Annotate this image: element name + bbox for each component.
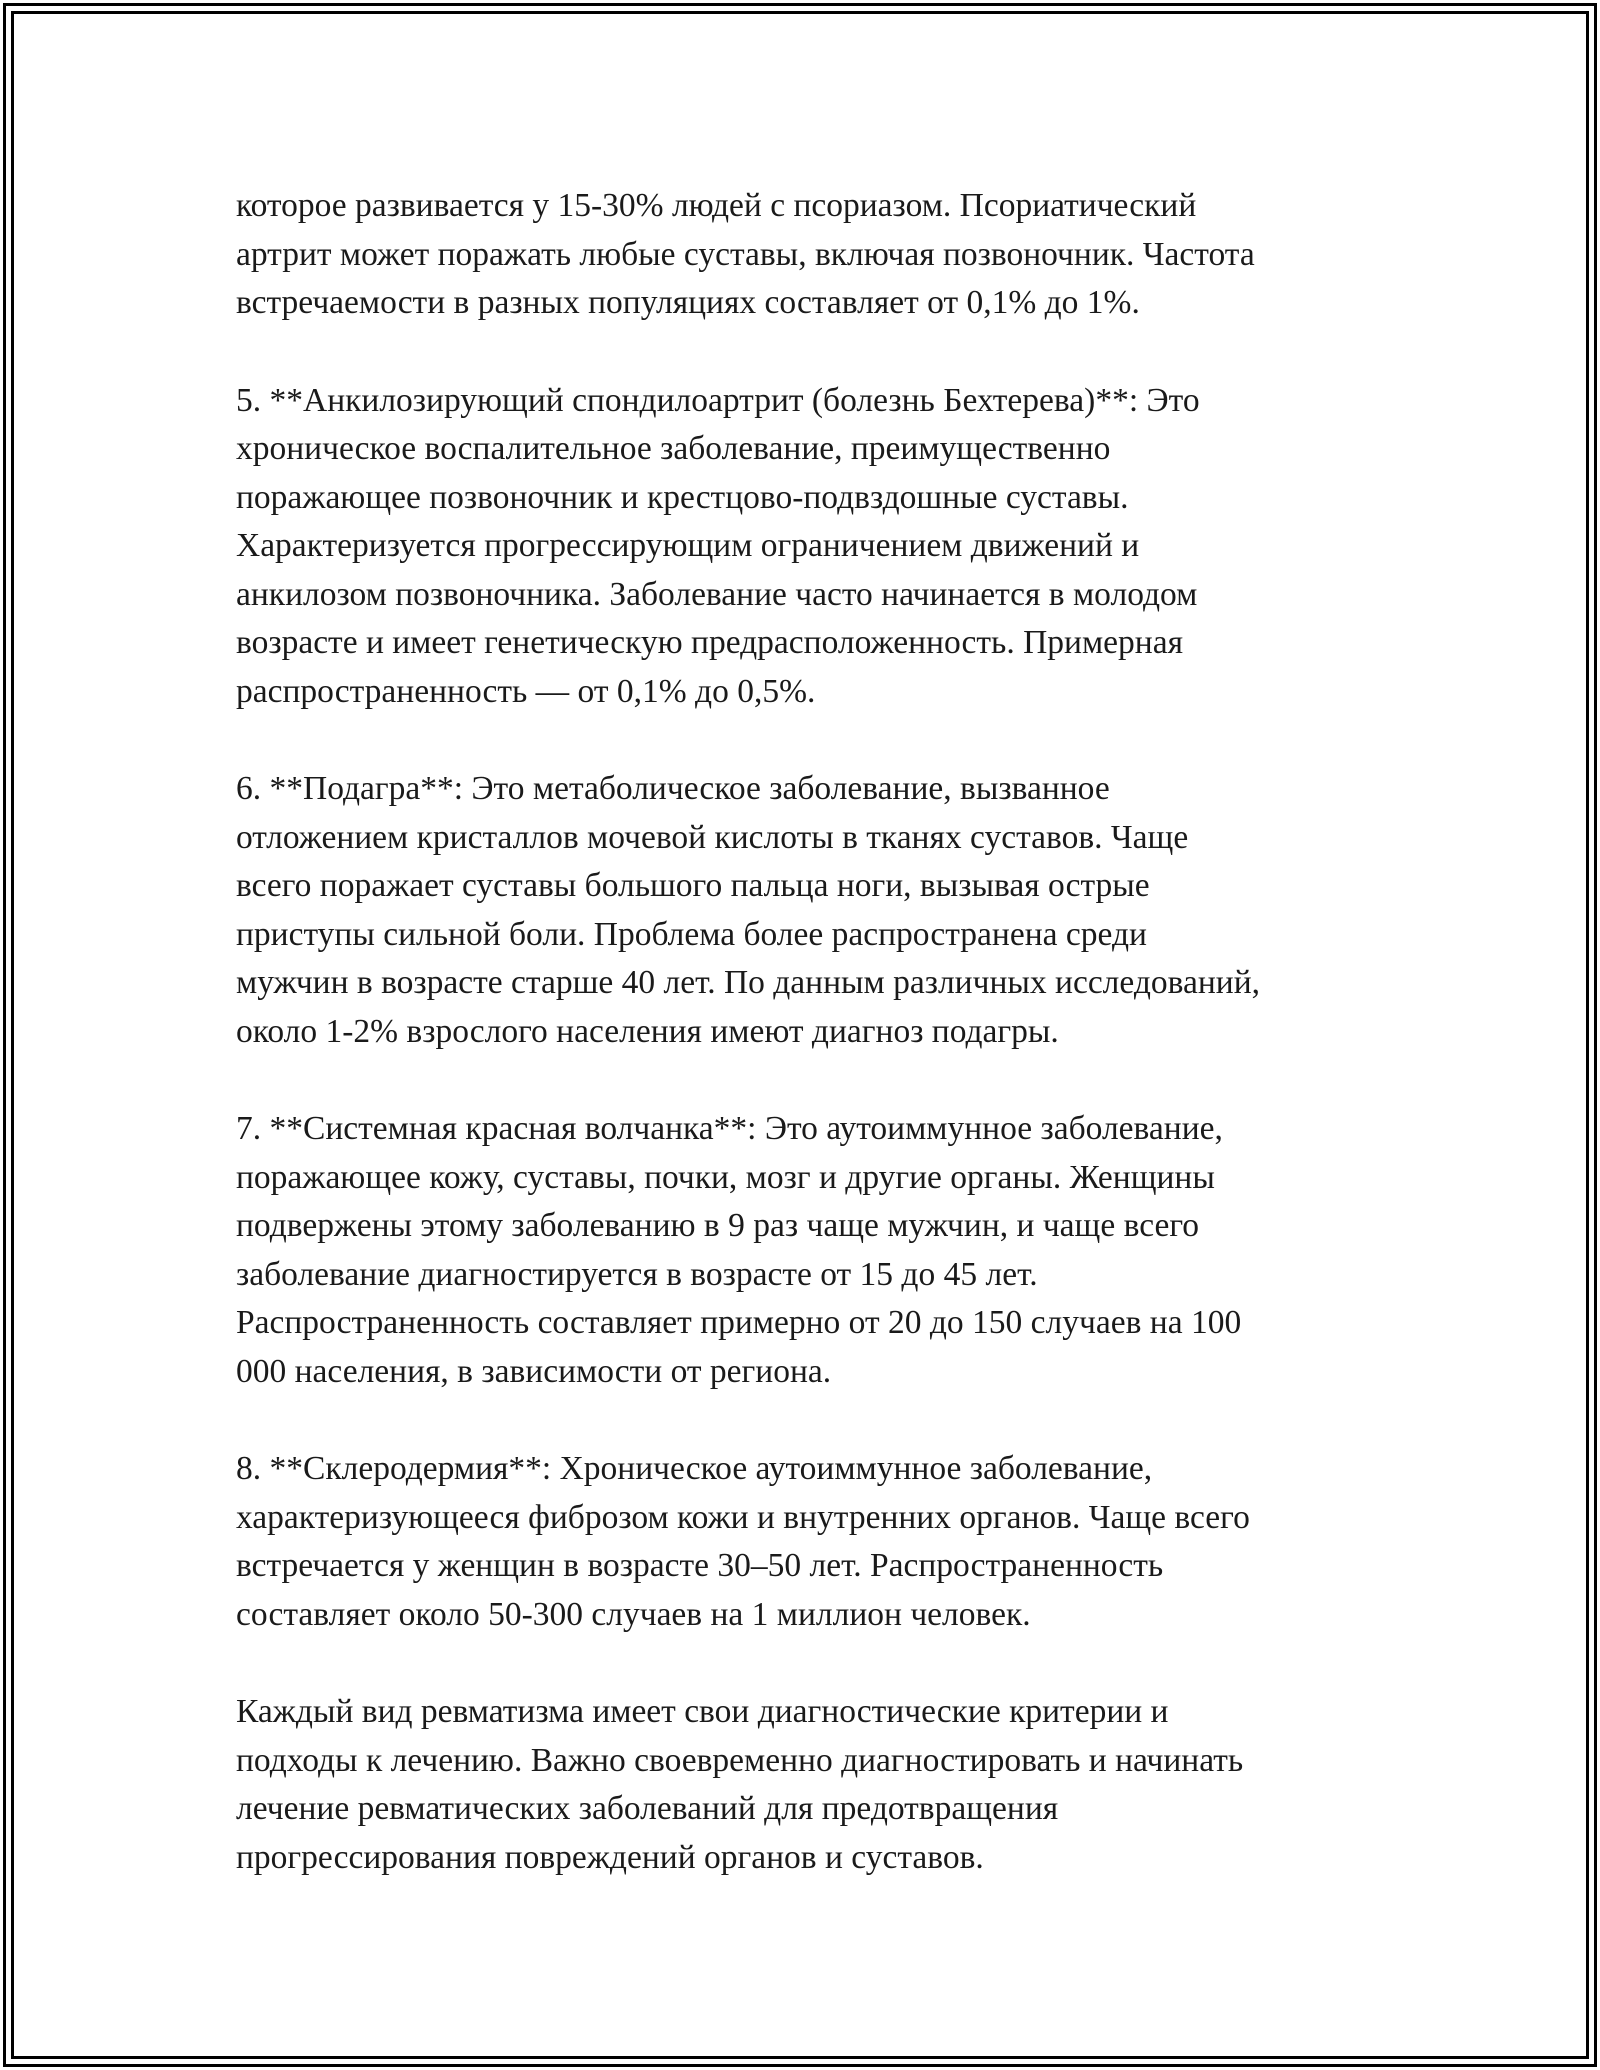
text-line: поражающее позвоночник и крестцово-подвздошные суставы. — [236, 478, 1129, 516]
text-line: поражающее кожу, суставы, почки, мозг и другие органы. Женщины — [236, 1158, 1215, 1196]
text-line: 000 населения, в зависимости от региона. — [236, 1352, 832, 1390]
text-line: подходы к лечению. Важно своевременно диагностировать и начинать — [236, 1741, 1244, 1779]
text-line: Характеризуется прогрессирующим ограничением движений и — [236, 527, 1140, 564]
text-line: распространенность — от 0,1% до 0,5%. — [236, 672, 816, 710]
text-line: 8. **Склеродермия**: Хроническое аутоиммунное заболевание, — [236, 1450, 1153, 1487]
text-line: всего поражает суставы большого пальца ноги, вызывая острые — [236, 867, 1150, 904]
paragraph-psoriatic-arthritis — [236, 182, 1376, 328]
text-line: встречаемости в разных популяциях составляет от 0,1% до 1%. — [236, 284, 1140, 321]
text-line: подвержены этому заболеванию в 9 раз чаще мужчин, и чаще всего — [236, 1207, 1199, 1244]
paragraph-ankylosing-spondylitis — [236, 377, 1376, 717]
text-line: характеризующееся фиброзом кожи и внутренних органов. Чаще всего — [236, 1498, 1250, 1536]
paragraph-conclusion — [236, 1688, 1376, 1882]
paragraph-gout — [236, 765, 1376, 1056]
text-line: Распространенность составляет примерно от 20 до 150 случаев на 100 — [236, 1304, 1242, 1341]
text-line: Каждый вид ревматизма имеет свои диагностические критерии и — [236, 1693, 1169, 1730]
text-line: анкилозом позвоночника. Заболевание часто начинается в молодом — [236, 575, 1198, 613]
text-line: 6. **Подагра**: Это метаболическое заболевание, вызванное — [236, 770, 1110, 807]
text-line: которое развивается у 15-30% людей с псориазом. Псориатический — [236, 187, 1197, 224]
text-line: составляет около 50-300 случаев на 1 миллион человек. — [236, 1595, 1031, 1633]
text-line: хроническое воспалительное заболевание, преимущественно — [236, 430, 1111, 467]
text-line: около 1-2% взрослого населения имеют диагноз подагры. — [236, 1012, 1059, 1050]
text-line: мужчин в возрасте старше 40 лет. По данным различных исследований, — [236, 964, 1261, 1001]
text-line: прогрессирования повреждений органов и суставов. — [236, 1838, 984, 1876]
text-line: лечение ревматических заболеваний для предотвращения — [236, 1790, 1059, 1827]
paragraph-scleroderma — [236, 1445, 1376, 1639]
text-line: возрасте и имеет генетическую предрасположенность. Примерная — [236, 624, 1183, 661]
text-line: встречается у женщин в возрасте 30–50 лет. Распространенность — [236, 1547, 1164, 1584]
paragraph-lupus — [236, 1105, 1376, 1396]
text-line: артрит может поражать любые суставы, включая позвоночник. Частота — [236, 235, 1255, 273]
document-body — [236, 182, 1376, 1931]
text-line: отложением кристаллов мочевой кислоты в тканях суставов. Чаще — [236, 818, 1189, 856]
text-line: 7. **Системная красная волчанка**: Это аутоиммунное заболевание, — [236, 1110, 1223, 1147]
text-line: заболевание диагностируется в возрасте от 15 до 45 лет. — [236, 1255, 1038, 1293]
text-line: приступы сильной боли. Проблема более распространена среди — [236, 915, 1147, 953]
text-line: 5. **Анкилозирующий спондилоартрит (болезнь Бехтерева)**: Это — [236, 381, 1200, 419]
